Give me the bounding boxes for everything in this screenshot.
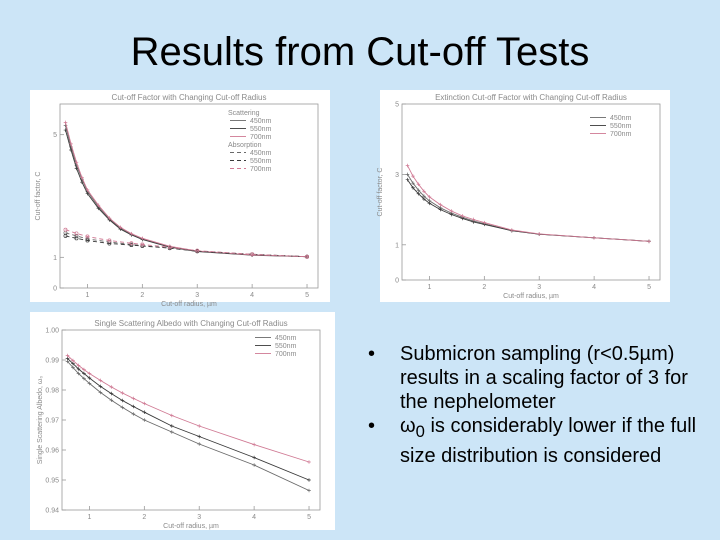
y-tick-label: 0.97 (45, 417, 59, 425)
data-point (132, 405, 136, 409)
legend-label: 700nm (610, 131, 632, 138)
data-point (132, 397, 136, 401)
x-tick-label: 1 (427, 284, 432, 291)
data-point (406, 164, 410, 168)
legend-label: 450nm (275, 335, 297, 342)
x-tick-label: 5 (305, 292, 309, 299)
x-tick-label: 4 (250, 292, 255, 299)
data-point (143, 410, 147, 414)
data-point (252, 443, 256, 447)
data-point (252, 456, 256, 460)
legend-label: 450nm (250, 150, 272, 157)
y-axis-label: Cut-off factor, C (35, 171, 42, 221)
y-tick-label: 0.95 (45, 477, 59, 485)
data-point (197, 435, 201, 439)
series-line (66, 122, 308, 256)
legend-label: 700nm (275, 351, 297, 358)
bullet-text (400, 415, 696, 467)
x-tick-label: 3 (195, 292, 200, 299)
omega-symbol: ω (400, 415, 416, 437)
y-tick-label: 0.99 (45, 357, 59, 365)
albedo-chart (30, 312, 335, 530)
data-point (170, 414, 174, 418)
chart-title: Extinction Cut-off Factor with Changing Cut-off Radius (435, 93, 627, 102)
data-point (197, 442, 201, 446)
data-point (537, 232, 541, 236)
plot-frame (60, 104, 318, 288)
series-line (66, 230, 308, 257)
bullet-list (368, 342, 698, 468)
data-point (307, 460, 311, 464)
data-point (64, 121, 68, 125)
y-axis-label: Single Scattering Albedo, ω₀ (37, 375, 44, 465)
series-line (68, 362, 310, 491)
x-tick-label: 5 (647, 284, 651, 291)
chart-title: Single Scattering Albedo with Changing Cut-off Radius (94, 319, 288, 328)
legend-label: 700nm (250, 134, 272, 141)
data-point (592, 236, 596, 240)
x-tick-label: 5 (307, 514, 311, 521)
legend-label: 550nm (250, 158, 272, 165)
bullet-marker: • (368, 343, 376, 365)
x-tick-label: 3 (197, 514, 202, 521)
x-tick-label: 3 (537, 284, 542, 291)
x-tick-label: 4 (592, 284, 597, 291)
series-line (408, 174, 650, 241)
data-point (170, 430, 174, 434)
slide-title: Results from Cut-off Tests (130, 30, 590, 74)
x-tick-label: 1 (87, 514, 92, 521)
cutoff-factor-chart (30, 90, 330, 308)
bullet-item (368, 342, 698, 414)
data-point (307, 478, 311, 482)
x-tick-label: 1 (85, 292, 90, 299)
y-tick-label: 0 (395, 277, 399, 285)
y-tick-label: 1.00 (45, 327, 59, 335)
data-point (197, 424, 201, 428)
y-tick-label: 1 (53, 254, 57, 262)
y-axis-label: Cut-off factor, C (377, 167, 384, 217)
y-tick-label: 0.94 (45, 507, 59, 515)
chart-title: Cut-off Factor with Changing Cut-off Radius (111, 93, 267, 102)
omega-subscript: 0 (415, 422, 425, 441)
y-tick-label: 0.96 (45, 447, 59, 455)
x-axis-label: Cut-off radius, µm (161, 301, 217, 308)
data-point (143, 402, 147, 406)
x-tick-label: 2 (142, 514, 147, 521)
legend-label: 550nm (250, 126, 272, 133)
data-point (121, 391, 125, 395)
bullet-text: Submicron sampling (r<0.5µm) results in a scaling factor of 3 for the nephelometer (400, 343, 688, 413)
data-point (170, 424, 174, 428)
y-tick-label: 5 (53, 132, 57, 140)
data-point (647, 239, 651, 243)
legend-label: 700nm (250, 166, 272, 173)
data-point (143, 418, 147, 422)
bullet-marker: • (368, 415, 376, 437)
legend-label: 450nm (250, 118, 272, 125)
bullet-item (368, 414, 698, 468)
series-line (408, 166, 650, 242)
y-tick-label: 5 (395, 101, 399, 109)
x-tick-label: 2 (482, 284, 487, 291)
x-axis-label: Cut-off radius, µm (503, 293, 559, 300)
series-line (68, 359, 310, 481)
legend-label: 450nm (610, 115, 632, 122)
y-tick-label: 0.98 (45, 387, 59, 395)
series-line (66, 126, 308, 257)
x-tick-label: 4 (252, 514, 257, 521)
legend-label: 550nm (610, 123, 632, 130)
data-point (252, 463, 256, 467)
extinction-cutoff-chart (377, 90, 670, 302)
x-tick-label: 2 (140, 292, 145, 299)
legend-group-header: Absorption (228, 142, 262, 149)
legend-group-header: Scattering (228, 110, 260, 117)
data-point (307, 489, 311, 493)
series-line (66, 233, 308, 257)
y-tick-label: 0 (53, 285, 57, 293)
series-line (68, 356, 310, 463)
legend-label: 550nm (275, 343, 297, 350)
bullet-text-rest: is considerably lower if the full size distribution is considered (400, 415, 697, 467)
y-tick-label: 1 (395, 242, 399, 250)
y-tick-label: 3 (395, 171, 399, 179)
x-axis-label: Cut-off radius, µm (163, 523, 219, 530)
data-point (75, 167, 79, 171)
